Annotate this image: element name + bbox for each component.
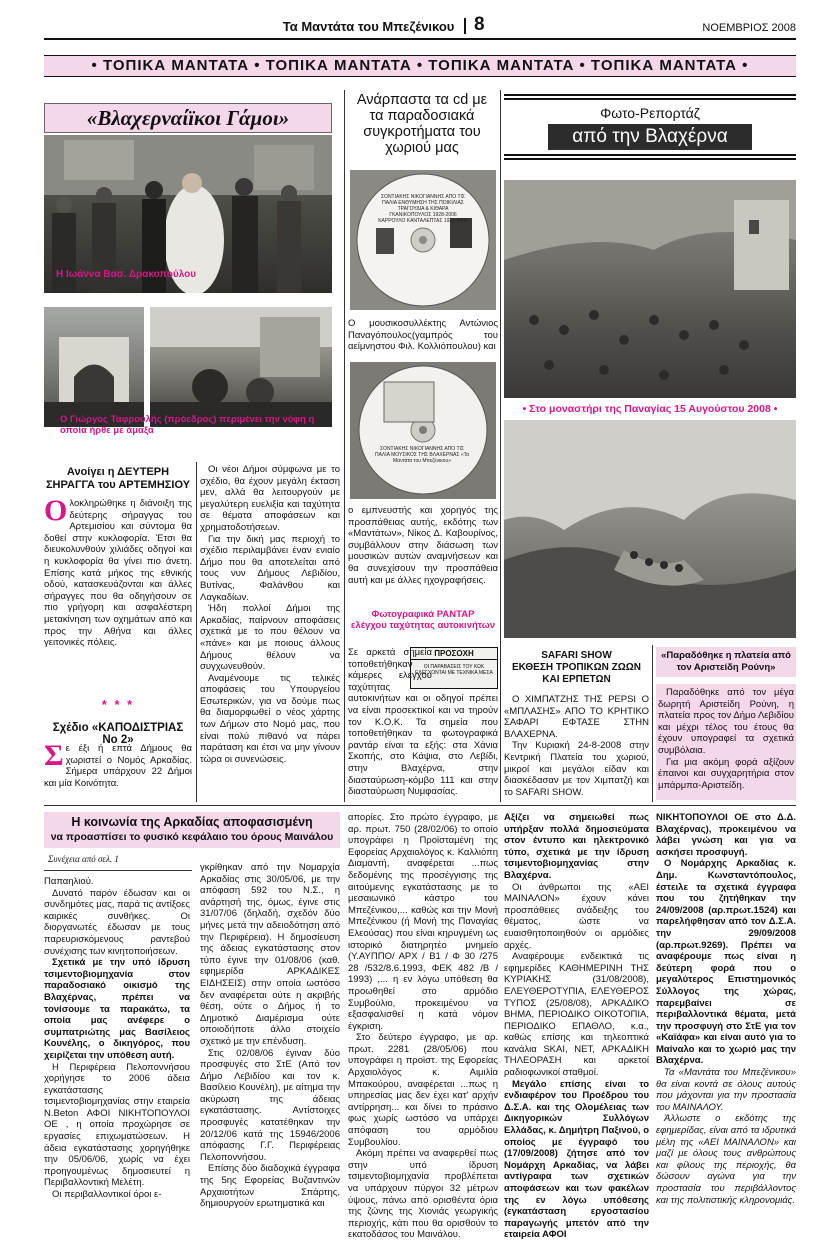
column-rule [652,645,653,802]
society-col-1 [44,876,190,1201]
safari-body [504,694,649,798]
photo-report-title-box [548,124,752,150]
radar-title-line2: ελέγχου ταχύτητας αυτοκινήτων [350,620,496,631]
highway-title-line1: Ανοίγει η ΔΕΥΤΕΡΗ [66,466,170,478]
continued-rule [44,870,192,871]
society-col1-paragraph: Σχετικά με την υπό ίδρυση τσιμεντοβιομηχανία στον παραδοσιακό οικισμό της Βλαχέρνας, πρέπει να τονίσουμε τα παρακάτω, τα οποία μας ανέφερε ο συμπατριώτης μας Βασίλειος Κουνέλης, ο δικηγόρος, που χειρίζεται την υπόθεση αυτή. [44,957,190,1061]
society-col3-paragraph: Ακόμη πρέπει να αναφερθεί πως στην υπό ίδρυση τσιμεντοβιομηχανία προβλέπεται να υπάρχουν πύργοι 32 μέτρων ύψους, πάνω από ορισθέντα όρια της ζώνης της Χιονιάς γεωργικής περιοχής, κάτι που θα ορισθούν το εκατοδάσος του Μαινάλου. [348,1148,498,1241]
bench-p1: Παραδόθηκε από τον μέγα δωρητή Αριστείδη Ρούνη, η πλατεία προς τον Δήμο Λεβιδίου και μέχρι τέλος του έτους θα έχουν υπογραφεί τα σχετικά συμβόλαια. [658,687,794,756]
disc-1-text: ΣΟΝΤΙΑΚΗΣ ΝΙΚΟΓΙΑΝΝΗΣ ΑΠΟ ΤΙΣ ΠΑΛΙΑ ΕΝΘΥΜΗΣΗ ΤΗΣ ΠΟΙΚΙΛΙΑΣ ΤΡΑΓΟΥΔΙΑ & ΚΙΘΑΡΑ ΓΚΑΝΙΚΟΠΟΥΛΟΣ 1928-2006 ΚΑΡΡΟΥΛΟ ΚΑΝΤΑΛΕΠΤΑΣ 1931-2006 [378,194,468,224]
photo-report-kicker: Φωτο-Ρεπορτάζ [600,105,700,121]
society-col5-paragraph: Τα «Μαντάτα του Μπεζένικου» θα είναι κοντά σε όλους αυτούς που μάχονται για την προστασία του ΜΑΙΝΑΛΟΥ. [656,1067,796,1113]
bench-title-line2: τον Αριστείδη Ρούνη» [676,662,776,673]
society-col1-paragraph: Δυνατό παρόν έδωσαν και οι συνδημότες μας, παρά τις αντίξοες καιρικές συνθήκες. Οι διοργανωτές έδωσαν με τους παρευρισκόμενους ραντεβού συνέχισης των κινητοποιήσεων. [44,887,190,957]
kapodistrias-title: Σχέδιο «ΚΑΠΟΔΙΣΤΡΙΑΣ Νο 2» [52,722,184,746]
society-title-line1: Η κοινωνία της Αρκαδίας αποφασισμένη [71,815,313,829]
monastery-illustration [504,180,796,398]
society-col-5 [656,812,796,1206]
highway-title-line2: ΣΗΡΑΓΓΑ του ΑΡΤΕΜΗΣΙΟΥ [45,479,191,491]
highway-text: λοκληρώθηκε η διάνοιξη της δεύτερης σήραγγας του Αρτεμισίου και σύντομα θα δοθεί στην κυκλοφορία. Έτσι θα διευκολυνθούν χιλιάδες οδηγοί και η κυκλοφορία θα γίνει πιο άνετη. Επίσης κατά μήκος της εθνικής οδού, κατασκευάζονται και άλλες σήραγγες που θα οδηγήσουν σε πιο γρήγορη και ασφαλέστερη μετακίνηση των οχημάτων από και προς την Αθήνα και άλλες γειτονικές πόλεις. [44,498,192,649]
municipalities-p1: Οι νέοι Δήμοι σύμφωνα με το σχέδιο, θα έχουν μεγάλη έκταση μεν, αλλά θα λειτουργούν με μεγαλύτερη ευελιξία και ταχύτητα σε θέματα αποφάσεων και χρηματοδοτήσεων. [200,464,340,533]
procession-illustration [504,420,796,638]
continued-label: Συνέχεια από σελ. 1 [48,854,119,864]
safari-title-line2: ΕΚΘΕΣΗ ΤΡΟΠΙΚΩΝ ΖΩΩΝ [511,662,642,673]
cd-caption-2: ο εμπνευστής και χορηγός της προσπάθειας αυτής, εκδότης των «Μαντάτων», Νίκος Δ. Καβουρίνος, συμβάλλουν στην διάσωση των μουσικών αυτών αναμνήσεων και θα συνεχίσουν την προσπάθεια αυτή και με άλλες ηχογραφήσεις. [348,505,498,586]
weddings-title-box [44,103,332,133]
bench-body [656,684,796,800]
society-col1-paragraph: Οι περιβαλλοντικοί όροι ε- [52,1189,162,1201]
cd-disc-1 [350,170,496,310]
safari-title-line1: SAFARI SHOW [541,650,612,661]
society-col1-paragraph: Η Περιφέρεια Πελοποννήσου χορήγησε το 2006 άδεια εγκατάστασης τσιμεντοβιομηχανίας στην εταιρεία N.Beton ΑΦΟΙ ΝΙΚΗΤΟΠΟΥΛΟΙ ΟΕ , η οποία προχώρησε σε εργασίες επιχωματώσεων. Η άδεια εγκατάστασης χορηγήθηκε την 05/06/06, χωρίς να έχει προηγουμένως δημοσιευτεί η Περιβαλλοντική Μελέτη. [44,1061,190,1189]
masthead [250,18,470,38]
wedding-photo-bride [44,135,332,293]
society-title-line2: να προασπίσει το φυσικό κεφάλαιο του όρους Μαινάλου [50,831,334,843]
disc-2-illustration [350,362,496,499]
section-banner: • ΤΟΠΙΚΑ ΜΑΝΤΑΤΑ • ΤΟΠΙΚΑ ΜΑΝΤΑΤΑ • ΤΟΠΙΚΑ ΜΑΝΤΑΤΑ • ΤΟΠΙΚΑ ΜΑΝΤΑΤΑ • [44,55,796,77]
municipalities-body [200,464,340,765]
radar-body [348,647,498,798]
society-col5-paragraph: ΝΙΚΗΤΟΠΟΥΛΟΙ ΟΕ στο Δ.Δ. Βλαχέρνας), προκειμένου να λάβει γνώση και για να ασκήσει προσφυγή. [656,812,796,858]
cd-disc-2 [350,362,496,499]
separator-stars: * * * [101,697,135,712]
safari-p2: Την Κυριακή 24-8-2008 στην Κεντρική Πλατεία του χωριού, μικροί και μεγάλοι είδαν και διασκέδασαν με τον Χιμπατζή και το SAFARI SHOW. [504,740,649,798]
radar-text: Σε αρκετά σημεία τοποθετήθηκαν κάμερες ελέγχου ταχύτητας αυτοκινήτων και οι οδηγοί πρέπει να είναι προσεκτικοί και να τηρούν τον Κ.Ο.Κ. Τα σημεία που τοποθετήθηκαν τα φωτογραφικά ραντάρ είναι τα εξής: στα Χάνια Σκοπής, στο Κάψια, στο Λεβίδι, στην Βλαχέρνα, στην διασταύρωση-κόμβο 111 και στην διασταύρωση Νυμφασίας. [348,647,498,798]
radar-title-line1: Φωτογραφικά ΡΑΝΤΑΡ [371,609,475,620]
wedding-photo-carriage [150,307,332,427]
disc-1-illustration [350,170,496,310]
bride-caption: Η Ιωάννα Βασ. Δρακοπούλου [56,269,197,280]
society-col-3 [348,812,498,1241]
photo-report-title: από την Βλαχέρνα [572,126,728,147]
procession-photo [504,420,796,638]
kapodistrias-body [44,739,192,789]
society-title-box [44,812,340,848]
radar-sign-title: ΠΡΟΣΟΧΗ [411,648,497,660]
highway-dropcap: Ο [44,494,68,527]
header-rule [44,38,796,40]
monastery-crowd-photo [504,180,796,398]
municipalities-p3: Ήδη πολλοί Δήμοι της Αρκαδίας, παίρνουν αποφάσεις σχετικά με το που θέλουν να «πάνε» και με ποιους άλλους Δήμους θέλουν να συγχωνευθούν. [200,603,340,673]
safari-title-line3: ΚΑΙ ΕΡΠΕΤΩΝ [542,674,611,685]
column-rule [500,90,501,802]
radar-sign-text: ΟΙ ΠΑΡΑΒΑΣΕΙΣ ΤΟΥ ΚΩΚ ΕΛΕΓΧΟΝΤΑΙ ΜΕ ΤΕΧΝΙΚΑ ΜΕΣΑ [415,664,493,676]
wedding-photo-church [44,307,144,427]
section-rule [44,805,796,806]
paper-name: Τα Μαντάτα του Μπεζένικου [282,19,455,34]
issue-date: ΝΟΕΜΒΡΙΟΣ 2008 [702,22,796,34]
municipalities-p2: Για την δική μας περιοχή το σχέδιο περιλαμβάνει έναν ενιαίο Δήμο που θα αποτελείται από τους νυν Δήμους Λεβιδίου, Βυτίνας, Φαλάνθου και Λαγκαδίων. [200,533,340,603]
groom-caption: Ο Γιώργος Ταφρουλής (πρόεδρος) περιμένει την νύφη η οποία ήρθε με άμαξα [60,414,315,436]
society-col4-paragraph: Μεγάλο επίσης είναι το ενδιαφέρον του Προέδρου του Δ.Σ.Α. και της Ολομέλειας των Δικηγορικών Συλλόγων Ελλάδας, κ. Δημήτρη Παξινού, ο οποίος με έγγραφό του (17/09/2008) ζήτησε από τον Νομάρχη Αρκαδίας, να λάβει αντίγραφα των σχετικών αποφάσεων και των φακέλων της εν λόγω υπόθεσης (εγκατάσταση εργοστασίου παραγωγής μπετόν από την εταιρεία ΑΦΟΙ [504,1078,649,1241]
society-col5-paragraph: Άλλωστε ο εκδότης της εφημερίδας, είναι από τα ιδρυτικά μέλη της «ΑΕΙ ΜΑΙΝΑΛΟΝ» και μαζί με όλους τους ανθρώπους και φίλους της περιοχής, θα δώσουν αγώνα για την προστασία του περιβάλλοντος και της πολιτιστικής κληρονομιάς. [656,1113,796,1206]
disc-2-text: ΣΟΝΤΙΑΚΗΣ ΝΙΚΟΓΙΑΝΝΗΣ ΑΠΟ ΤΙΣ ΠΑΛΙΑ ΜΟΥΣΙΚΟΣ ΤΗΣ ΒΛΑΧΕΡΝΑΣ «Τα Μαντάτα του Μπεζένικου» [374,446,470,464]
highway-title [44,466,192,492]
society-col4-paragraph: Αξίζει να σημειωθεί πως υπήρξαν πολλά δημοσιεύματα στον έντυπο και ηλεκτρονικό τύπο, σχετικά με την ίδρυση τσιμεντοβιομηχανίας στην Βλαχέρνα. [504,812,649,881]
bench-p2: Για μια ακόμη φορά αξίζουν έπαινοι και συγχαρητήρια στον μπάρμπα-Αριστείδη. [658,756,794,791]
society-col3-paragraph: απορίες. Στο πρώτο έγγραφο, με αρ. πρωτ. 750 (28/02/06) το οποίο υπογράφει η Προϊσταμένη της Εφορείας Αρχαιολόγος κ. Καλλιόπη Διαμαντή, αναφέρεται ...πως δεδομένης της προσέγγισης της αιτούμενης εγκατάστασης με το μεσαιωνικό κάστρο του Μπεζένικου,... καθώς και την Μονή Μπεζένικου (ή Μονή της Παναγίας Ελεούσας) που είναι κηρυγμένη ως ιστορικό διατηρητέο μνημείο (Υ.ΑΥΠΠΟ/ ΑΡΧ / Β1 / Φ 30 /275 28 /532/8.6.1993, ΦΕΚ 482 /Β / 1993) ,... η εν λόγω υπόθεση θα προωθηθεί στο αρμόδιο Συμβούλιο, προκειμένου να εξασφαλισθεί η κατά νόμον έγκριση. [348,812,498,1032]
society-col1-paragraph: Παπαηλιού. [44,876,94,887]
kapodistrias-text: ε έξι ή επτά Δήμους θα χωριστεί ο Νομός Αρκαδίας. Σήμερα υπάρχουν 22 Δήμοι και μία Κοινότητα. [44,743,192,789]
society-col-4 [504,812,649,1241]
society-col2-paragraph: Επίσης δύο διαδοχικά έγγραφα της 5ης Εφορείας Βυζαντινών Αρχαιοτήτων Σπάρτης, δημιουργούν ερωτηματικά και [200,1163,340,1210]
carriage-illustration [150,307,332,427]
column-rule [344,90,345,802]
column-rule [196,462,197,802]
society-col2-paragraph: γκρίθηκαν από την Νομαρχία Αρκαδίας στις 30/05/06, με την απόφαση 592 του Ν.Σ., η ανάρτησή της, όμως, έγινε στις 31/07/06 (δηλαδή, σχεδόν δύο μήνες μετά την αδειοδότηση από την Περιφέρεια). Η δημοσίευση της άδειας εγκατάστασης στον τύπο έγινε την 01/08/06 (καθ. εφημερίδα ΑΡΚΑΔΙΚΕΣ ΕΙΔΗΣΕΙΣ) στην οποία ωστόσο δεν αναφέρεται ούτε η ακριβής θέση, ούτε ο Δήμος ή το Δημοτικό Διαμέρισμα ούτε οποιοδήποτε άλλο στοιχείο σχετικό με την επένδυση. [200,862,340,1047]
bench-title-line1: «Παραδόθηκε η πλατεία από [661,650,791,661]
cd-title: Ανάρπαστα τα cd με τα παραδοσιακά συγκροτήματα του χωριού μας [356,92,488,156]
kapodistrias-dropcap: Σ [44,739,64,772]
radar-float-space [432,647,498,693]
society-col5-paragraph: Ο Νομάρχης Αρκαδίας κ. Δημ. Κωνσταντόπουλος, έστειλε τα σχετικά έγγραφα που του ζητήθηκαν την 24/09/2008 (αρ.πρωτ.1524) και παρελήφθησαν από τον Δ.Σ.Α. την 29/09/2008 (αρ.πρωτ.9269). Πρέπει να αναφέρουμε πως είναι η δεύτερη φορά που ο μεγαλύτερος Επιστημονικός Σύλλογος της χώρας, παρεμβαίνει σε περιβαλλοντικά θέματα, μετά την προσφυγή στο ΣτΕ για τον «Καϊάφα» και είναι αυτό για το Μαίναλο και το χωριό μας την Βλαχέρνα. [656,858,796,1067]
weddings-title: «Βλαχερναίϊκοι Γάμοι» [86,106,290,130]
highway-body [44,494,192,649]
society-col4-paragraph: Αναφέρουμε ενδεικτικά τις εφημερίδες ΚΑΘΗΜΕΡΙΝΗ ΤΗΣ ΚΥΡΙΑΚΗΣ (31/08/2008), ΕΛΕΥΘΕΡΟΤΥΠΙΑ, ΕΛΕΥΘΕΡΟΣ ΤΥΠΟΣ (25/08/08), ΑΡΚΑΔΙΚΟ ΒΗΜΑ, ΠΕΡΙΟΔΙΚΟ ΟΙΚΟΤΟΠΙΑ, ΠΕΡΙΟΔΙΚΟ ΕΠΑΘΛΟ, κ.α., καθώς επίσης και τηλεοπτικά κανάλια SKAI, NET, ΑΡΚΑΔΙΚΗ ΤΗΛΕΟΡΑΣΗ και αρκετοί ραδιοφωνικοί σταθμοί. [504,951,649,1079]
safari-p1: Ο ΧΙΜΠΑΤΖΗΣ ΤΗΣ PEPSI Ο «ΜΠΛΑΣΗΣ» ΑΠΟ ΤΟ ΚΡΗΤΙΚΟ ΣΑΦΑΡΙ ΕΦΤΑΣΕ ΣΤΗΝ ΒΛΑΧΕΡΝΑ. [504,694,649,740]
safari-title [504,650,649,686]
society-col2-paragraph: Στις 02/08/06 έγιναν δύο προσφυγές στο ΣτΕ (Από τον Δήμο Λεβιδίου και τον κ. Βασίλειο Κουνέλη), με αίτημα την ακύρωση της άδειας εγκατάστασης. Αντίστοιχες προσφυγές κατατέθηκαν την 20/12/06 κατά της 15946/2006 απόφασης Γ.Γ. Περιφέρειας Πελοποννήσου. [200,1047,340,1163]
church-illustration [44,307,144,427]
cd-caption-1: Ο μουσικοσυλλέκτης Αντώνιος Παναγόπουλος(γαμπρός του αείμνηστου Φιλ. Κολλιόπουλου) και [348,318,498,353]
radar-title [348,609,498,631]
page-number: 8 [474,14,485,35]
photo-report-header [504,94,796,160]
society-col4-paragraph: Οι άνθρωποι της «ΑΕΙ ΜΑΙΝΑΛΟΝ» έχουν κάνει προσπάθειες ανάδειξης του θέματος, ώστε να ευαισθητοποιηθούν οι αρμόδιες αρχές. [504,881,649,951]
monastery-caption: • Στο μοναστήρι της Παναγίας 15 Αυγούστου 2008 • [522,403,778,415]
society-col3-paragraph: Στο δεύτερο έγγραφο, με αρ. πρωτ. 2281 (28/05/06) που υπογράφει η προϊστ. της Εφορείας Αρχαιολόγος κ. Αιμιλία Μπακούρου, αναφέρεται ...πως η υπηρεσίας μας δεν έχει κατ' αρχήν αντίρρηση... και δίνει το πράσινο φως χωρίς ωστόσο να υπάρχει απόφαση του αρμόδιου Συμβουλίου. [348,1032,498,1148]
bench-title-box [656,647,796,677]
municipalities-p4: Αναμένουμε τις τελικές αποφάσεις του Υπουργείου Εσωτερικών, για να δούμε πως θα διαμορφωθεί ο νέος χάρτης των Δήμων στο Νομό μας, που είναι πολύ πιθανό να πάρει παράταση και έτσι να μην γίνουν τώρα οι συνενώσεις. [200,672,340,765]
society-col-2 [200,862,340,1210]
